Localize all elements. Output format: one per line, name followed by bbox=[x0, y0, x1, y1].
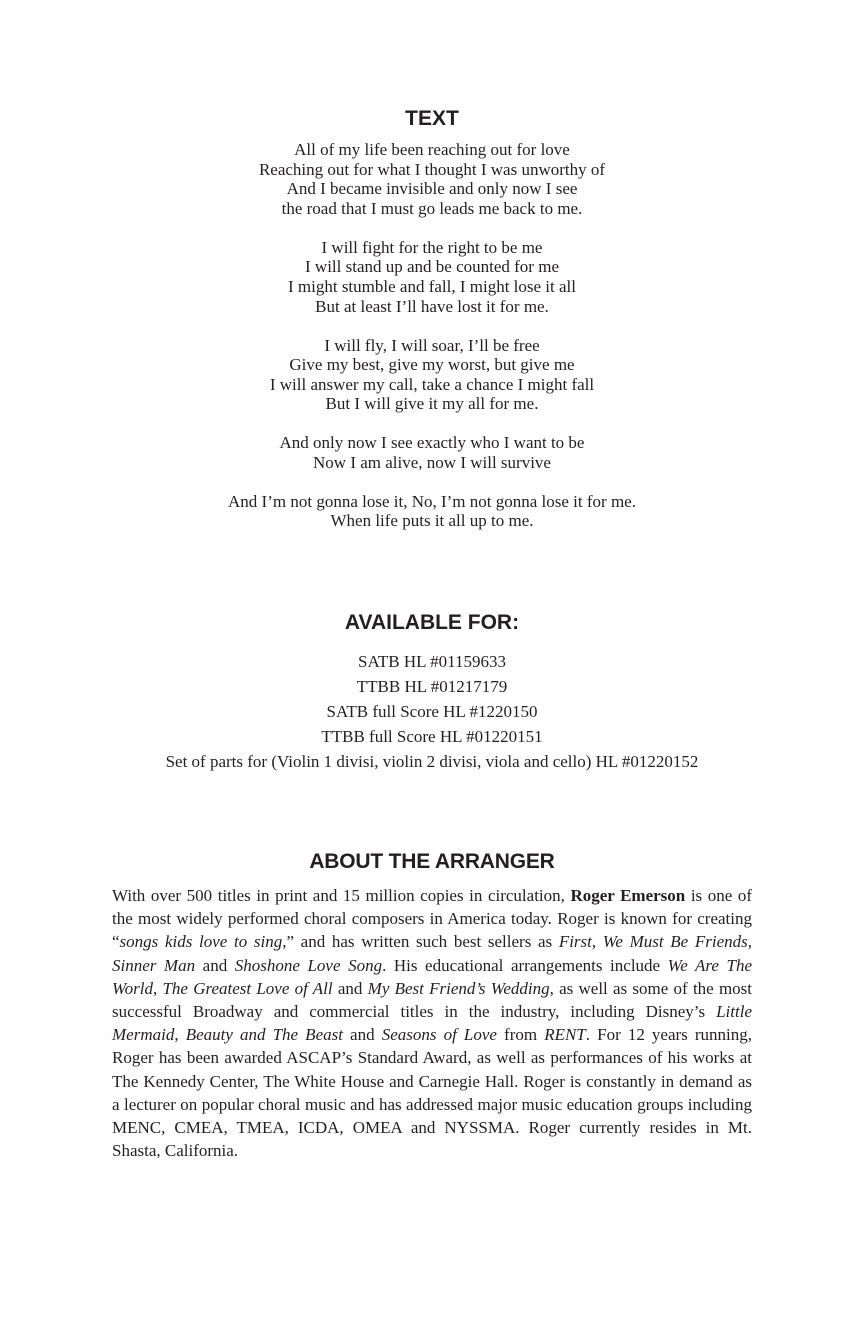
bio-text: and bbox=[342, 1025, 382, 1045]
about-arranger-paragraph bbox=[112, 884, 752, 1162]
lyric-line: But I will give it my all for me. bbox=[325, 394, 539, 414]
lyric-stanza bbox=[0, 433, 864, 472]
lyric-line: I will fight for the right to be me bbox=[321, 237, 543, 257]
text-heading: TEXT bbox=[405, 107, 459, 130]
lyrics bbox=[0, 140, 864, 550]
lyric-line: And I became invisible and only now I see bbox=[286, 179, 578, 199]
lyric-line: When life puts it all up to me. bbox=[330, 511, 534, 531]
lyric-line: I might stumble and fall, I might lose it all bbox=[287, 276, 576, 296]
bio-text: and bbox=[332, 978, 368, 998]
lyric-line: I will stand up and be counted for me bbox=[305, 257, 559, 277]
lyric-stanza bbox=[0, 492, 864, 531]
title-italic: We Are The World bbox=[112, 955, 753, 998]
title-italic: Shoshone Love Song bbox=[234, 955, 383, 975]
available-item: TTBB HL #01217179 bbox=[356, 677, 508, 696]
available-list bbox=[0, 649, 864, 774]
lyric-line: the road that I must go leads me back to me. bbox=[281, 198, 583, 218]
about-arranger-heading: ABOUT THE ARRANGER bbox=[309, 850, 555, 873]
bio-text: is one of the most widely performed choral composers in America today. Roger is known for creating “ bbox=[112, 886, 752, 952]
title-italic: The Greatest Love of All bbox=[162, 978, 333, 998]
lyric-line: And only now I see exactly who I want to be bbox=[279, 433, 585, 453]
lyric-line: But at least I’ll have lost it for me. bbox=[315, 296, 549, 316]
lyric-line: I will answer my call, take a chance I might fall bbox=[269, 374, 595, 394]
title-italic: songs kids love to sing bbox=[119, 932, 283, 952]
lyric-line: And I’m not gonna lose it, No, I’m not gonna lose it for me. bbox=[228, 491, 636, 511]
bio-text: , bbox=[747, 932, 752, 952]
title-italic: Beauty and The Beast bbox=[185, 1025, 343, 1045]
lyric-line: Reaching out for what I thought I was unworthy of bbox=[258, 159, 606, 179]
title-italic: First, We Must Be Friends bbox=[558, 932, 748, 952]
lyric-line: Now I am alive, now I will survive bbox=[313, 452, 551, 472]
bio-text: and bbox=[195, 955, 235, 975]
lyric-stanza bbox=[0, 140, 864, 218]
bio-text: . For 12 years running, Roger has been awarded ASCAP’s Standard Award, as well as performances of his works at The Kennedy Center, The White House and Carnegie Hall. Roger is constantly in demand as a lecturer on popular choral music and has addressed major music education groups including MENC, CMEA, TMEA, ICDA, OMEA and NYSSMA. Roger currently resides in Mt. Shasta, California. bbox=[112, 1025, 753, 1161]
title-italic: Little Mermaid bbox=[112, 1002, 752, 1045]
bio-text: With over 500 titles in print and 15 million copies in circulation, bbox=[112, 886, 571, 905]
title-italic: My Best Friend’s Wedding bbox=[367, 978, 550, 998]
available-item: Set of parts for (Violin 1 divisi, violin 2 divisi, viola and cello) HL #01220152 bbox=[165, 752, 699, 771]
available-item: SATB full Score HL #1220150 bbox=[326, 702, 538, 721]
available-for-heading: AVAILABLE FOR: bbox=[344, 611, 520, 634]
lyric-line: All of my life been reaching out for love bbox=[294, 140, 570, 159]
lyric-stanza bbox=[0, 336, 864, 414]
arranger-name: Roger Emerson bbox=[570, 886, 686, 905]
lyric-stanza bbox=[0, 238, 864, 316]
lyric-line: Give my best, give my worst, but give me bbox=[289, 355, 575, 375]
bio-text: , bbox=[174, 1025, 186, 1045]
bio-text: , bbox=[152, 978, 163, 998]
lyric-line: I will fly, I will soar, I’ll be free bbox=[324, 335, 540, 355]
available-item: SATB HL #01159633 bbox=[358, 652, 506, 671]
available-item: TTBB full Score HL #01220151 bbox=[321, 727, 543, 746]
bio-text: . His educational arrangements include bbox=[382, 955, 668, 975]
bio-text: ,” and has written such best sellers as bbox=[282, 932, 559, 952]
bio-text: from bbox=[496, 1025, 545, 1045]
title-italic: RENT bbox=[544, 1025, 586, 1045]
title-italic: Sinner Man bbox=[112, 955, 196, 975]
title-italic: Seasons of Love bbox=[381, 1025, 497, 1045]
bio-text: , as well as some of the most successful Broadway and commercial titles in the industry, including Disney’s bbox=[112, 978, 753, 1022]
